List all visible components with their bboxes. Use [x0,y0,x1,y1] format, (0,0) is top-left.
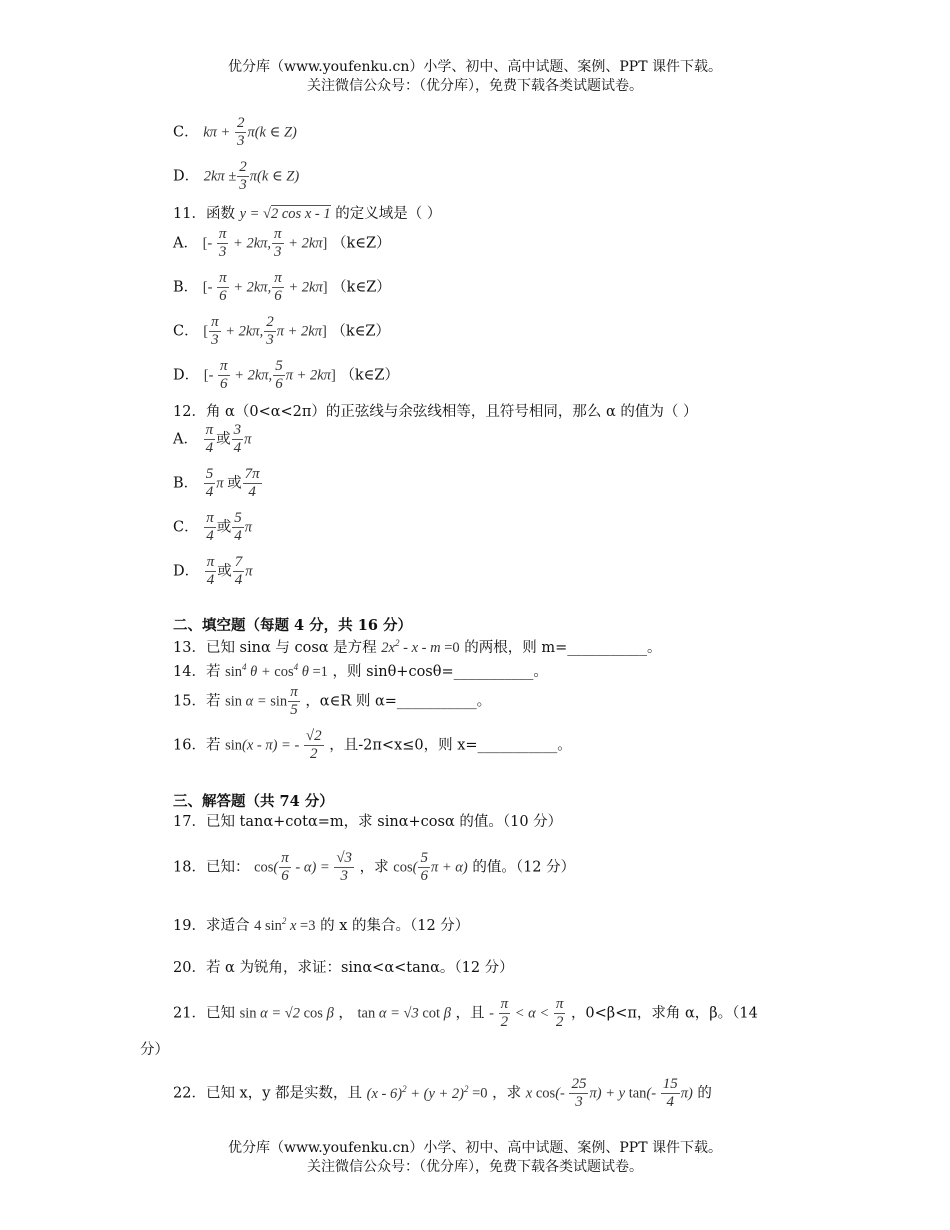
option-label: C． [173,519,199,536]
option-label: B． [173,475,199,492]
header-line-2: 关注微信公众号：（优分库），免费下载各类试题试卷。 [307,78,643,94]
section-2-title: 二、填空题（每题 4 分，共 16 分） [173,617,412,634]
q15: 15．若 sin α = sin $\frac{\pi}{5}$ ，α∈R 则 α=___________。 [173,684,492,718]
section-3-title: 三、解答题（共 74 分） [173,793,334,810]
header-line-1: 优分库（www.youfenku.cn）小学、初中、高中试题、案例、PPT 课件下载。 [227,59,722,75]
option-label: D． [173,367,200,384]
q11-option-b: B． [- $\frac{\pi}{6}$ + 2kπ, $\frac{\pi}{6}$ + 2kπ] （k∈Z） [173,270,391,304]
q11-stem: 11．函数 y = √2 cos x - 1 的定义域是（ ） [173,206,442,222]
q22: 22．已知 x，y 都是实数，且 $(x - 6)^2 + (y + 2)^2 =0$ ，求 x cos(- $\frac{25}{3}$ π) + y tan(- $\frac{15}{4}$ π) 的 [173,1076,712,1110]
q10-option-d: D． 2kπ ± $\frac{2}{3}$ π(k ∈ Z) [173,159,300,193]
q14: 14．若 $\sin^4 \theta + \cos^4 \theta =1$ ，则 sinθ+cosθ=___________。 [173,662,548,680]
page-header [0,58,950,96]
page-footer [0,1139,950,1177]
option-label: A． [173,431,198,448]
q11-option-a: A． [- $\frac{\pi}{3}$ + 2kπ, $\frac{\pi}{3}$ + 2kπ] （k∈Z） [173,226,391,260]
option-label: C． [173,124,199,141]
q12-option-d: D． $\frac{\pi}{4}$ 或 $\frac{7}{4}$ π [173,554,253,588]
q16: 16．若 sin(x - π) = - $\frac{√2}{2}$ ，且-2π<x≤0，则 x=___________。 [173,728,572,762]
q12-option-c: C． $\frac{\pi}{4}$ 或 $\frac{5}{4}$ π [173,510,252,544]
option-label: B． [173,279,199,296]
q13: 13．已知 sinα 与 cosα 是方程 $2x^2 - x - m =0$ 的两根，则 m=___________。 [173,638,662,656]
q12-stem: 12．角 α（0<α<2π）的正弦线与余弦线相等，且符号相同，那么 α 的值为（ ） [173,404,698,420]
q18: 18．已知： cos( $\frac{\pi}{6}$ - α) = $\frac{√3}{3}$ ，求 cos( $\frac{5}{6}$ π + α) 的值。（12 分） [173,850,576,884]
option-label: C． [173,323,199,340]
q11-option-c: C． [ $\frac{\pi}{3}$ + 2kπ, $\frac{2}{3}$ π + 2kπ] （k∈Z） [173,314,391,348]
footer-line-1: 优分库（www.youfenku.cn）小学、初中、高中试题、案例、PPT 课件下载。 [227,1140,722,1156]
q17: 17．已知 tanα+cotα=m，求 sinα+cosα 的值。（10 分） [173,814,563,830]
footer-line-2: 关注微信公众号：（优分库），免费下载各类试题试卷。 [307,1159,643,1175]
q10-option-c: C． kπ + $\frac{2}{3}$ π(k ∈ Z) [173,115,297,149]
q19: 19．求适合 4 $\sin^2 x =3$ 的 x 的集合。（12 分） [173,916,470,934]
q20: 20．若 α 为锐角，求证：sinα<α<tanα。（12 分） [173,960,514,976]
q12-option-b: B． $\frac{5}{4}$ π 或 $\frac{7\pi}{4}$ [173,466,260,500]
option-label: D． [173,168,200,185]
q21-continued: 分） [140,1042,169,1058]
q11-option-d: D． [- $\frac{\pi}{6}$ + 2kπ, $\frac{5}{6}$ π + 2kπ] （k∈Z） [173,358,399,392]
q12-option-a: A． $\frac{\pi}{4}$ 或 $\frac{3}{4}$ π [173,422,252,456]
option-label: D． [173,563,200,580]
option-label: A． [173,235,198,252]
q21: 21．已知 sin α = √2 cos β ， tan α = √3 cot β ，且 - $\frac{\pi}{2}$ < α < $\frac{\pi}{2}$ ，0<β<π，求角 α，β。（14 [173,996,758,1030]
